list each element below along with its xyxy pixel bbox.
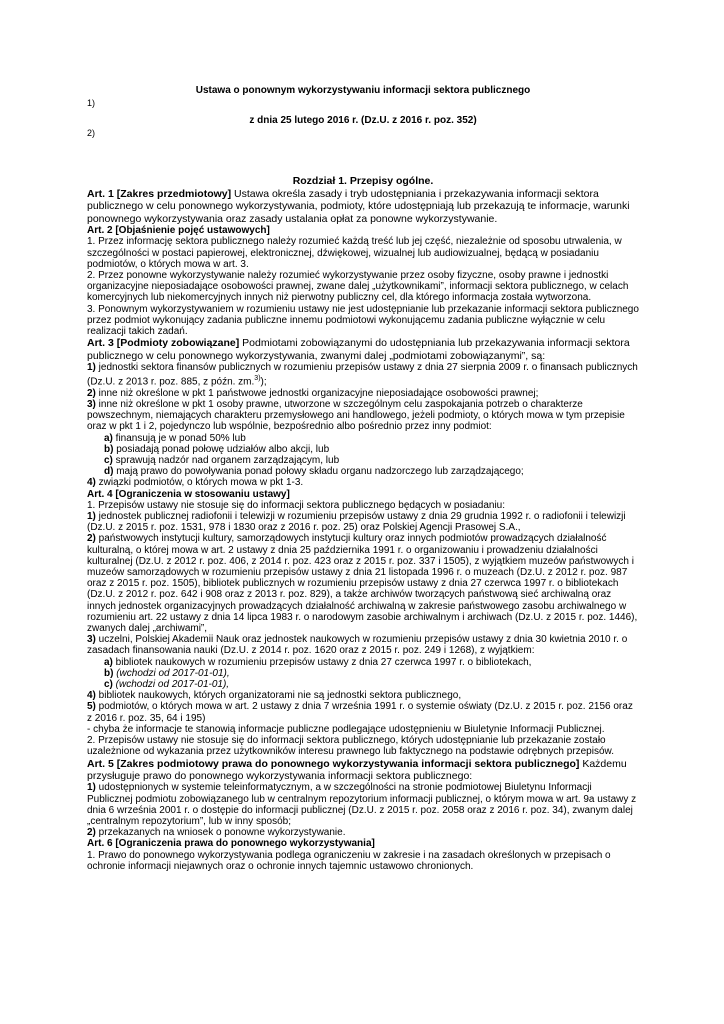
article-3 [87,337,639,362]
document-page [87,84,639,872]
article-4-item-4: 4) bibliotek naukowych, których organizatorami nie są jednostki sektora publicznego, [87,690,462,702]
footnote-marker-2: 2) [87,128,96,138]
article-5-text: Każdemu przysługuje prawo do ponownego wykorzystywania informacji sektora publicznego: [87,757,627,782]
article-4-item-3c: c) (wchodzi od 2017-01-01), [104,679,230,691]
article-6-heading: Art. 6 [Ograniczenia prawa do ponownego wykorzystywania] [87,838,375,850]
article-4-item-3b: b) (wchodzi od 2017-01-01), [104,667,230,679]
article-3-item-4: 4) związki podmiotów, o których mowa w pkt 1-3. [87,477,304,489]
article-1 [87,188,639,225]
article-3-item-3: 3) inne niż określone w pkt 1 osoby prawne, utworzone w szczególnym celu zaspokajania potrzeb o charakterze powszechnym, niemających charakteru przemysłowego ani handlowego, jeżeli podmioty, o których mowa w tym przepisie oraz w pkt 1 i 2, pojedynczo lub wspólnie, bezpośrednio albo pośrednio przez inny podmiot: [87,399,625,433]
article-2-para-2: 2. Przez ponowne wykorzystywanie należy rozumieć wykorzystywanie przez osoby fizyczne, osoby prawne i jednostki organizacyjne nieposiadające osobowości prawnej, zwane dalej „użytkownikami”, informacji sektora publicznego, w celach komercyjnych lub niekomercyjnych innych niż pierwotny publiczny cel, dla którego informacja została wytworzona. [87,270,629,304]
article-4-item-2: 2) państwowych instytucji kultury, samorządowych instytucji kultury oraz innych podmiotów prowadzących działalność kulturalną, o której mowa w art. 2 ustawy z dnia 25 października 1991 r. o organizowaniu i prowadzeniu działalności kulturalnej (Dz.U. z 2012 r. poz. 406, z 2014 r. poz. 423 oraz z 2015 r. poz. 337 i 1505), z wyjątkiem muzeów państwowych i muzeów samorządowych w rozumieniu przepisów ustawy z dnia 21 listopada 1996 r. o muzeach (Dz.U. z 2012 r. poz. 987 oraz z 2015 r. poz. 1505), bibliotek publicznych w rozumieniu przepisów ustawy z dnia 27 czerwca 1997 r. o bibliotekach (Dz.U. z 2012 r. poz. 642 i 908 oraz z 2013 r. poz. 829), a także archiwów tworzących państwową sieć archiwalną oraz innych jednostek organizacyjnych prowadzących działalność archiwalną w zakresie państwowego zasobu archiwalnego w rozumieniu art. 22 ustawy z dnia 14 lipca 1983 r. o narodowym zasobie archiwalnym i archiwach (Dz.U. z 2015 r. poz. 1446), zwanych dalej „archiwami”, [87,533,638,635]
article-6-para-1: 1. Prawo do ponownego wykorzystywania podlega ograniczeniu w zakresie i na zasadach określonych w przepisach o ochronie informacji niejawnych oraz o ochronie innych tajemnic ustawowo chronionych. [87,849,611,872]
article-1-text: Ustawa określa zasady i tryb udostępniania i przekazywania informacji sektora publicznego w celu ponownego wykorzystywania, podmioty, które udostępniają lub przekazują te informacje, warunki ponownego wykorzystywania oraz zasady ustalania opłat za ponowne wykorzystywanie. [87,188,630,225]
article-5 [87,758,639,783]
document-title: Ustawa o ponownym wykorzystywaniu informacji sektora publicznego [195,85,531,96]
article-3-item-1: 1) jednostki sektora finansów publicznych w rozumieniu przepisów ustawy z dnia 27 sierpnia 2009 r. o finansach publicznych (Dz.U. z 2013 r. poz. 885, z późn. zm.$^{3)}$); [87,362,638,388]
article-3-item-3b: b) posiadają ponad połowę udziałów albo akcji, lub [104,443,330,455]
article-4-item-5: 5) podmiotów, o których mowa w art. 2 ustawy z dnia 7 września 1991 r. o systemie oświaty (Dz.U. z 2015 r. poz. 2156 oraz z 2016 r. poz. 35, 64 i 195) [87,701,633,724]
article-3-item-3d: d) mają prawo do powoływania ponad połowy składu organu nadzorczego lub zarządzającego; [104,466,524,478]
article-3-item-3a: a) finansują je w ponad 50% lub [104,432,246,444]
article-4-para-1: 1. Przepisów ustawy nie stosuje się do informacji sektora publicznego będących w posiadaniu: [87,499,506,511]
article-2-heading: Art. 2 [Objaśnienie pojęć ustawowych] [87,225,270,237]
chapter-heading: Rozdział 1. Przepisy ogólne. [292,175,434,187]
document-date: z dnia 25 lutego 2016 r. (Dz.U. z 2016 r. poz. 352) [249,115,477,126]
article-3-item-2: 2) inne niż określone w pkt 1 państwowe jednostki organizacyjne nieposiadające osobowości prawnej; [87,387,539,399]
article-4-tail: - chyba że informacje te stanowią informacje publiczne podlegające udostępnieniu w Biuletynie Informacji Publicznej. [87,723,605,735]
article-2-para-1: 1. Przez informację sektora publicznego należy rozumieć każdą treść lub jej część, niezależnie od sposobu utrwalenia, w szczególności w postaci papierowej, elektronicznej, dźwiękowej, wizualnej lub audiowizualnej, będącą w posiadaniu podmiotów, o których mowa w art. 3. [87,236,622,270]
footnote-marker-1: 1) [87,98,96,108]
article-4-item-1: 1) jednostek publicznej radiofonii i telewizji w rozumieniu przepisów ustawy z dnia 29 grudnia 1992 r. o radiofonii i telewizji (Dz.U. z 2015 r. poz. 1531, 978 i 1830 oraz z 2016 r. poz. 25) oraz Polskiej Agencji Prasowej S.A., [87,511,626,534]
article-4-item-3a: a) bibliotek naukowych w rozumieniu przepisów ustawy z dnia 27 czerwca 1997 r. o bibliotekach, [104,656,532,668]
article-1-heading: Art. 1 [Zakres przedmiotowy] [87,188,232,200]
article-5-item-1: 1) udostępnionych w systemie teleinformatycznym, a w szczególności na stronie podmiotowej Biuletynu Informacji Publicznej podmiotu zobowiązanego lub w centralnym repozytorium informacji publicznej, o którym mowa w art. 9a ustawy z dnia 6 września 2001 r. o dostępie do informacji publicznej (Dz.U. z 2015 r. poz. 2058 oraz z 2016 r. poz. 34), zwanym dalej „centralnym repozytorium”, lub w inny sposób; [87,782,637,827]
article-5-item-2: 2) przekazanych na wniosek o ponowne wykorzystywanie. [87,827,346,839]
article-2-para-3: 3. Ponownym wykorzystywaniem w rozumieniu ustawy nie jest udostępnianie lub przekazanie informacji sektora publicznego przez podmiot wykonujący zadania publiczne innemu podmiotowi wykonującemu zadania publiczne wyłącznie w celu realizacji takich zadań. [87,303,639,338]
article-4-heading: Art. 4 [Ograniczenia w stosowaniu ustawy] [87,488,290,500]
article-3-item-3c: c) sprawują nadzór nad organem zarządzającym, lub [104,455,340,467]
article-4-para-2: 2. Przepisów ustawy nie stosuje się do informacji sektora publicznego, których udostępnianie lub przekazanie zostało uzależnione od wykazania przez użytkowników interesu prawnego lub faktycznego na podstawie odrębnych przepisów. [87,735,614,758]
article-4-item-3: 3) uczelni, Polskiej Akademii Nauk oraz jednostek naukowych w rozumieniu przepisów ustawy z dnia 30 kwietnia 2010 r. o zasadach finansowania nauki (Dz.U. z 2014 r. poz. 1620 oraz z 2015 r. poz. 249 i 1268), z wyjątkiem: [87,634,628,657]
article-3-text: Podmiotami zobowiązanymi do udostępniania lub przekazywania informacji sektora publicznego w celu ponownego wykorzystywania, zwanymi dalej „podmiotami zobowiązanymi”, są: [87,337,630,362]
article-5-heading: Art. 5 [Zakres podmiotowy prawa do ponownego wykorzystywania informacji sektora publicznego] [87,757,580,770]
article-3-heading: Art. 3 [Podmioty zobowiązane] [87,337,240,350]
